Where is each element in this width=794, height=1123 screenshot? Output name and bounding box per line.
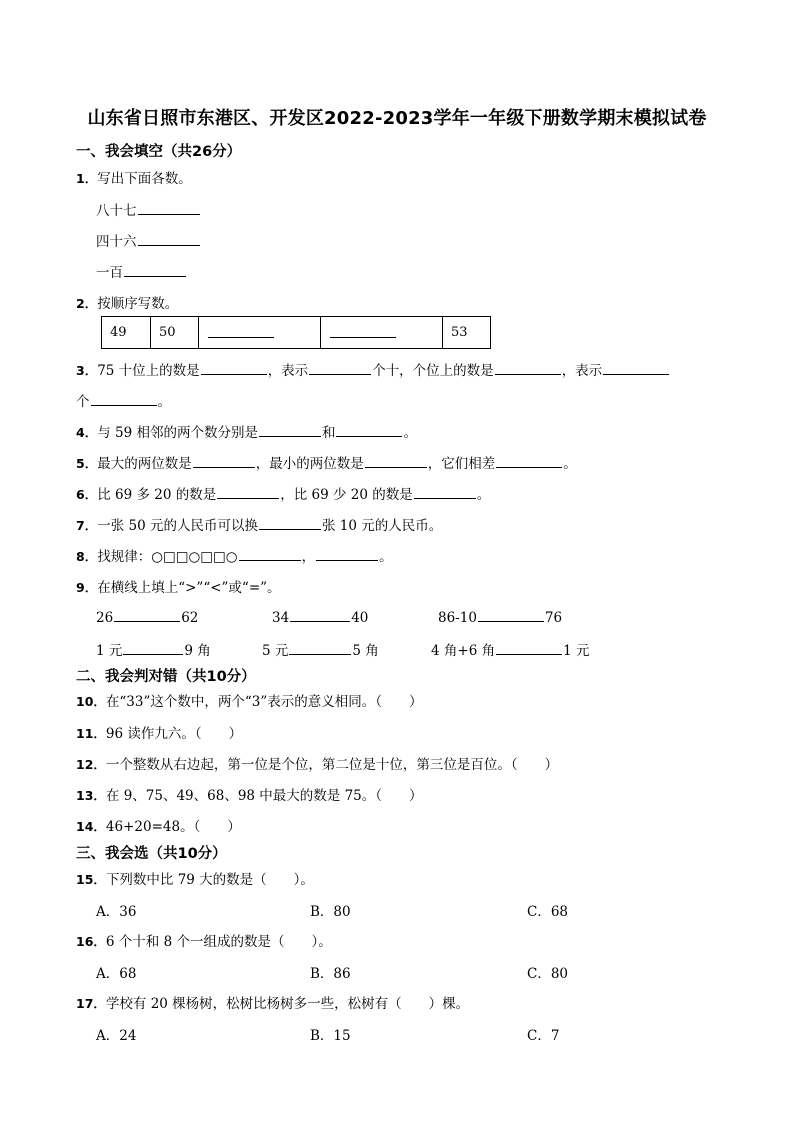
question-number: 1． <box>76 171 98 186</box>
question-4 <box>76 421 417 441</box>
answer-blank[interactable] <box>330 324 396 338</box>
question-text: 写出下面各数。 <box>97 171 192 187</box>
q1-item-1 <box>96 199 201 219</box>
compare-left: 26 <box>96 610 114 626</box>
question-text: 75 十位上的数是 <box>97 363 200 379</box>
answer-blank[interactable] <box>336 423 402 437</box>
compare-item <box>96 608 198 626</box>
answer-blank[interactable] <box>124 263 186 277</box>
answer-blank[interactable] <box>316 547 378 561</box>
question-text: 。 <box>157 394 171 410</box>
question-17 <box>76 992 469 1012</box>
option-c[interactable]: C．68 <box>527 904 569 920</box>
compare-right: 9 角 <box>184 643 211 659</box>
question-15 <box>76 868 314 888</box>
question-text: 个 <box>76 394 90 410</box>
answer-blank[interactable] <box>239 547 301 561</box>
question-number: 15． <box>76 872 106 887</box>
question-text: ，它们相差 <box>427 456 496 472</box>
question-text: 。 <box>476 487 491 503</box>
question-text: 在横线上填上“>”“<”或“=”。 <box>97 580 281 596</box>
answer-blank[interactable] <box>289 641 351 655</box>
answer-blank[interactable] <box>114 608 180 622</box>
question-number: 11． <box>76 726 106 741</box>
question-text: 96 读作九六。（ ） <box>105 726 243 742</box>
compare-right: 62 <box>181 610 199 626</box>
answer-blank[interactable] <box>496 454 562 468</box>
compare-left: 86-10 <box>438 610 477 626</box>
question-2 <box>76 292 178 312</box>
question-number: 17． <box>76 996 106 1011</box>
question-number: 7． <box>76 518 98 533</box>
question-number: 8． <box>76 549 98 564</box>
item-label: 八十七 <box>96 203 137 219</box>
answer-blank[interactable] <box>91 392 157 406</box>
question-number: 14． <box>76 819 106 834</box>
question-text: 最大的两位数是 <box>97 456 192 472</box>
section-heading-judge: 二、我会判对错（共10分） <box>76 669 256 685</box>
answer-blank[interactable] <box>138 201 200 215</box>
compare-right: 1 元 <box>563 643 590 659</box>
question-text: 和 <box>321 425 336 441</box>
question-text: 。 <box>379 549 393 565</box>
question-text: 个十，个位上的数是 <box>372 363 494 379</box>
option-b[interactable]: B．80 <box>310 904 351 920</box>
option-b[interactable]: B．86 <box>310 966 351 982</box>
question-text: 比 69 多 20 的数是 <box>97 487 217 503</box>
compare-right: 5 角 <box>352 643 379 659</box>
compare-left: 4 角+6 角 <box>431 643 496 659</box>
compare-left: 1 元 <box>96 643 123 659</box>
option-a[interactable]: A．36 <box>96 904 137 920</box>
answer-blank[interactable] <box>123 641 183 655</box>
answer-blank[interactable] <box>217 485 279 499</box>
option-a[interactable]: A．68 <box>96 966 137 982</box>
question-10 <box>76 690 423 710</box>
question-5 <box>76 452 577 472</box>
answer-blank[interactable] <box>201 361 267 375</box>
answer-blank[interactable] <box>496 641 562 655</box>
option-b[interactable]: B．15 <box>310 1028 351 1044</box>
question-number: 4． <box>76 425 98 440</box>
answer-blank[interactable] <box>290 608 350 622</box>
question-8 <box>76 545 393 565</box>
question-text: 下列数中比 79 大的数是（ ）。 <box>105 872 314 888</box>
answer-blank[interactable] <box>495 361 561 375</box>
sequence-cell: 49 <box>102 317 151 349</box>
sequence-cell-blank[interactable] <box>199 317 321 349</box>
question-number: 3． <box>76 363 98 378</box>
question-text: 在 9、75、49、68、98 中最大的数是 75。（ ） <box>105 788 423 804</box>
option-c[interactable]: C．80 <box>527 966 569 982</box>
question-number: 6． <box>76 487 98 502</box>
sequence-cell-blank[interactable] <box>321 317 443 349</box>
pattern-text: 找规律：○□□○□□○ <box>97 549 238 565</box>
compare-item <box>438 608 562 626</box>
question-text: 。 <box>563 456 577 472</box>
question-number: 12． <box>76 757 106 772</box>
question-7 <box>76 514 442 534</box>
question-text: ，最小的两位数是 <box>255 456 364 472</box>
page-title: 山东省日照市东港区、开发区2022-2023学年一年级下册数学期末模拟试卷 <box>87 108 707 129</box>
question-3 <box>76 359 670 379</box>
question-16 <box>76 930 332 950</box>
question-13 <box>76 784 423 804</box>
option-c[interactable]: C．7 <box>527 1028 560 1044</box>
question-text: 6 个十和 8 个一组成的数是（ ）。 <box>105 934 332 950</box>
option-a[interactable]: A．24 <box>96 1028 137 1044</box>
question-text: 。 <box>403 425 417 441</box>
question-number: 13． <box>76 788 106 803</box>
q1-item-3 <box>96 261 187 281</box>
compare-item <box>272 608 368 626</box>
question-11 <box>76 722 242 742</box>
question-text: 一张 50 元的人民币可以换 <box>97 518 258 534</box>
compare-left: 5 元 <box>262 643 289 659</box>
answer-blank[interactable] <box>414 485 476 499</box>
question-9 <box>76 576 281 596</box>
question-14 <box>76 815 241 835</box>
question-12 <box>76 753 558 773</box>
sequence-cell: 50 <box>151 317 199 349</box>
section-heading-fill: 一、我会填空（共26分） <box>76 144 242 160</box>
answer-blank[interactable] <box>259 423 321 437</box>
question-text: 一个整数从右边起，第一位是个位，第二位是十位，第三位是百位。（ ） <box>105 757 559 773</box>
compare-right: 40 <box>351 610 369 626</box>
question-text: 在“33”这个数中，两个“3”表示的意义相同。（ ） <box>105 694 423 710</box>
question-number: 10． <box>76 694 106 709</box>
section-heading-choose: 三、我会选（共10分） <box>76 846 227 862</box>
question-text: ，比 69 少 20 的数是 <box>280 487 413 503</box>
item-label: 四十六 <box>96 234 137 250</box>
compare-item <box>96 639 211 659</box>
question-1 <box>76 167 192 187</box>
question-text: 学校有 20 棵杨树，松树比杨树多一些，松树有（ ）棵。 <box>105 996 470 1012</box>
question-number: 2． <box>76 296 98 311</box>
sequence-cell: 53 <box>443 317 491 349</box>
question-text: 与 59 相邻的两个数分别是 <box>97 425 258 441</box>
question-text: 46+20=48。（ ） <box>105 819 241 835</box>
q1-item-2 <box>96 230 201 250</box>
answer-blank[interactable] <box>208 324 274 338</box>
answer-blank[interactable] <box>259 516 321 530</box>
question-text: ， <box>301 549 316 565</box>
question-text: ，表示 <box>267 363 309 379</box>
compare-item <box>431 639 589 659</box>
sequence-table <box>101 316 491 349</box>
question-text: 张 10 元的人民币。 <box>321 518 443 534</box>
question-text: ，表示 <box>561 363 603 379</box>
answer-blank[interactable] <box>309 361 371 375</box>
compare-left: 34 <box>272 610 290 626</box>
answer-blank[interactable] <box>478 608 544 622</box>
question-number: 16． <box>76 934 106 949</box>
item-label: 一百 <box>96 265 123 281</box>
question-number: 5． <box>76 456 98 471</box>
answer-blank[interactable] <box>365 454 427 468</box>
question-3-cont <box>76 390 171 410</box>
question-6 <box>76 483 490 503</box>
answer-blank[interactable] <box>193 454 255 468</box>
question-number: 9． <box>76 580 98 595</box>
compare-item <box>262 639 379 659</box>
compare-right: 76 <box>544 610 563 626</box>
answer-blank[interactable] <box>603 361 669 375</box>
question-text: 按顺序写数。 <box>97 296 179 312</box>
answer-blank[interactable] <box>138 232 200 246</box>
